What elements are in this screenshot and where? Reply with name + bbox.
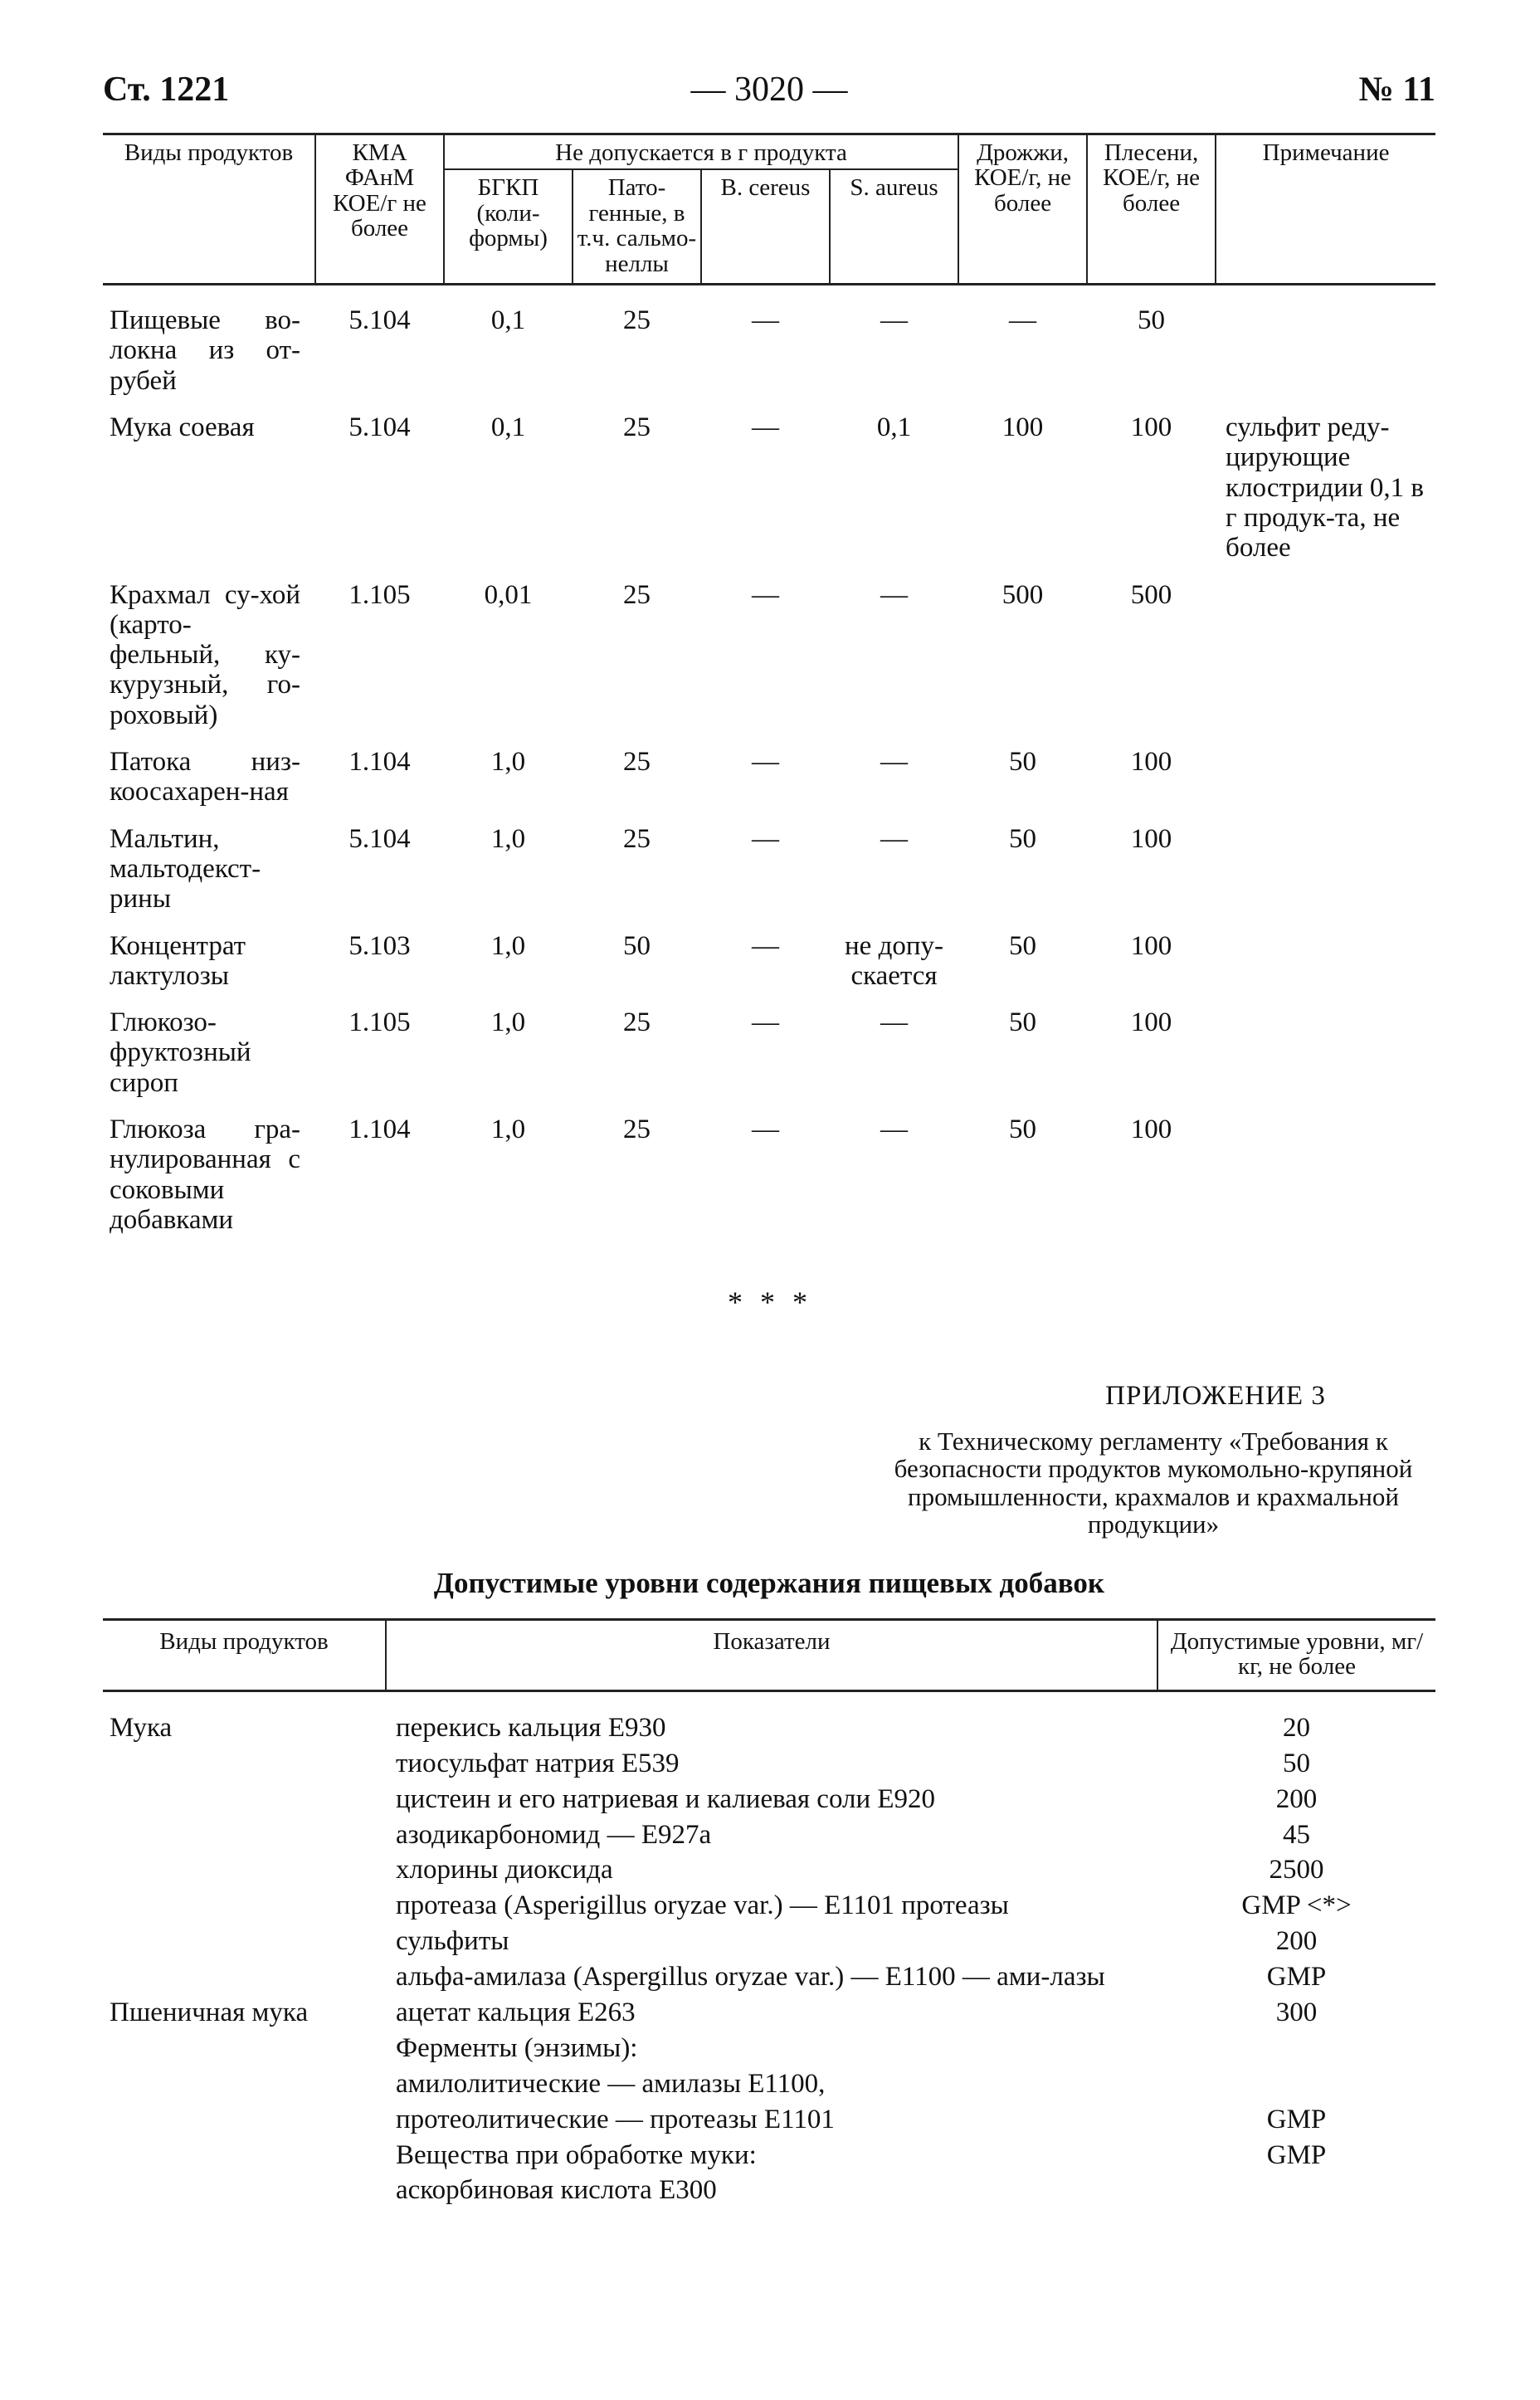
indicator-cell: ацетат кальция Е263 xyxy=(396,1998,636,2027)
level-cell: 50 xyxy=(1283,1748,1310,1778)
level-cell: GMP xyxy=(1266,2104,1327,2134)
saureus-cell: не допу-скается xyxy=(845,930,944,991)
appendix-subtitle: к Техническому регламенту «Требования к безопасности продуктов мукомольно-крупяной промышленности, крахмалов и крахмальной продукции» xyxy=(894,1427,1413,1539)
table-row xyxy=(103,1888,1435,1924)
indicator-cell: протеаза (Asperigillus oryzae var.) — Е1101 протеазы xyxy=(396,1890,1009,1921)
level-cell: 45 xyxy=(1283,1819,1310,1850)
pathogenic-cell: 25 xyxy=(623,305,651,336)
table-row xyxy=(103,1817,1435,1853)
article-number: Ст. 1221 xyxy=(103,71,230,109)
product-cell: Пищевые во-локна из от-рубей xyxy=(110,305,300,396)
mold-cell: 100 xyxy=(1130,747,1172,778)
indicator-cell: амилолитические — амилазы Е1100, xyxy=(396,2068,826,2099)
yeast-cell: 50 xyxy=(1009,930,1037,961)
kmafanm-cell: 1.104 xyxy=(348,1115,411,1145)
bcereus-cell: — xyxy=(752,823,779,854)
col-header-levels: Допустимые уровни, мг/кг, не более xyxy=(1157,1620,1435,1691)
yeast-cell: 100 xyxy=(1001,412,1044,443)
note-cell xyxy=(1216,1007,1435,1115)
mold-cell: 100 xyxy=(1130,823,1172,854)
note-cell xyxy=(1216,580,1435,747)
pathogenic-cell: 25 xyxy=(623,412,651,443)
table-row xyxy=(103,931,1435,1008)
yeast-cell: — xyxy=(1009,305,1037,336)
level-cell: GMP xyxy=(1266,2139,1327,2170)
table-row xyxy=(103,1007,1435,1115)
table-row xyxy=(103,2066,1435,2102)
microbiology-table-body xyxy=(103,285,1435,1252)
product-cell xyxy=(103,1888,386,1924)
bgkp-cell: 1,0 xyxy=(490,930,526,961)
bgkp-cell: 0,01 xyxy=(484,579,533,610)
product-cell xyxy=(103,1782,386,1817)
indicator-cell: аскорбиновая кислота Е300 xyxy=(396,2175,717,2206)
table-row xyxy=(103,2102,1435,2138)
note-cell xyxy=(1216,285,1435,412)
saureus-cell: — xyxy=(880,823,909,854)
mold-cell: 50 xyxy=(1138,305,1166,336)
bcereus-cell: — xyxy=(752,305,779,336)
indicator-cell: Ферменты (энзимы): xyxy=(396,2032,638,2063)
saureus-cell: — xyxy=(880,1115,909,1145)
col-header-bgkp: БГКП (коли-формы) xyxy=(444,169,573,284)
yeast-cell: 50 xyxy=(1009,823,1037,854)
col-header-yeast: Дрожжи, КОЕ/г, не более xyxy=(958,134,1087,285)
kmafanm-cell: 1.105 xyxy=(348,579,411,610)
pathogenic-cell: 25 xyxy=(623,823,651,854)
table-row xyxy=(103,412,1435,579)
indicator-cell: перекись кальция Е930 xyxy=(396,1712,666,1743)
table-row xyxy=(103,1782,1435,1817)
product-cell: Патока низ-коосахарен-ная xyxy=(110,747,300,807)
product-cell xyxy=(103,1852,386,1888)
bgkp-cell: 1,0 xyxy=(490,1007,526,1038)
col-header-bcereus: B. cereus xyxy=(701,169,830,284)
kmafanm-cell: 5.104 xyxy=(348,823,411,854)
product-cell xyxy=(103,2031,386,2066)
microbiology-table xyxy=(103,133,1435,1251)
kmafanm-cell: 5.104 xyxy=(348,412,411,443)
level-cell xyxy=(1157,2031,1435,2066)
col-header-indicators: Показатели xyxy=(386,1620,1157,1691)
saureus-cell: — xyxy=(880,1007,909,1038)
pathogenic-cell: 25 xyxy=(623,1007,651,1038)
yeast-cell: 50 xyxy=(1009,1115,1037,1145)
indicator-cell: хлорины диоксида xyxy=(396,1855,613,1885)
table-row xyxy=(103,1924,1435,1959)
col-header-products: Виды продуктов xyxy=(103,1620,386,1691)
mold-cell: 100 xyxy=(1130,1007,1172,1038)
section-separator: * * * xyxy=(728,1285,812,1319)
bcereus-cell: — xyxy=(752,1007,779,1038)
table-row xyxy=(103,1959,1435,1995)
product-cell: Мука xyxy=(110,1712,173,1743)
bcereus-cell: — xyxy=(752,579,779,610)
bgkp-cell: 1,0 xyxy=(490,747,526,778)
table-row xyxy=(103,1690,1435,1745)
bgkp-cell: 1,0 xyxy=(490,823,526,854)
note-cell xyxy=(1216,1115,1435,1251)
pathogenic-cell: 50 xyxy=(623,930,651,961)
table-row xyxy=(103,1115,1435,1251)
mold-cell: 100 xyxy=(1130,1115,1172,1145)
saureus-cell: — xyxy=(880,747,909,778)
level-cell xyxy=(1157,2066,1435,2102)
product-cell xyxy=(103,1746,386,1782)
level-cell: GMP xyxy=(1266,1962,1327,1993)
additives-table-title: Допустимые уровни содержания пищевых добавок xyxy=(433,1567,1105,1599)
table-row xyxy=(103,580,1435,747)
level-cell: 2500 xyxy=(1269,1855,1324,1885)
col-header-products: Виды продуктов xyxy=(103,134,315,285)
product-cell xyxy=(103,1924,386,1959)
mold-cell: 100 xyxy=(1130,412,1172,443)
level-cell: GMP <*> xyxy=(1241,1890,1352,1921)
saureus-cell: — xyxy=(880,305,909,336)
product-cell xyxy=(103,2173,386,2208)
kmafanm-cell: 1.105 xyxy=(348,1007,411,1038)
level-cell: 200 xyxy=(1275,1926,1318,1957)
bgkp-cell: 0,1 xyxy=(490,412,526,443)
issue-number: № 11 xyxy=(1358,71,1435,109)
saureus-cell: — xyxy=(880,579,909,610)
mold-cell: 100 xyxy=(1130,930,1172,961)
table-row xyxy=(103,824,1435,931)
col-header-group: Не допускается в г продукта xyxy=(444,134,958,170)
kmafanm-cell: 5.104 xyxy=(348,305,411,336)
bgkp-cell: 0,1 xyxy=(490,305,526,336)
product-cell: Мальтин, мальтодекст-рины xyxy=(110,823,261,915)
table-row xyxy=(103,285,1435,412)
table-row xyxy=(103,2138,1435,2173)
indicator-cell: протеолитические — протеазы Е1101 xyxy=(396,2104,835,2134)
col-header-note: Примечание xyxy=(1216,134,1435,285)
col-header-pathogenic: Пато-генные, в т.ч. сальмо-неллы xyxy=(573,169,701,284)
pathogenic-cell: 25 xyxy=(623,579,651,610)
table-row xyxy=(103,1995,1435,2031)
running-header xyxy=(103,70,1435,120)
saureus-cell: 0,1 xyxy=(876,412,912,443)
indicator-cell: сульфиты xyxy=(396,1926,509,1957)
yeast-cell: 500 xyxy=(1001,579,1044,610)
bgkp-cell: 1,0 xyxy=(490,1115,526,1145)
level-cell: 300 xyxy=(1275,1998,1318,2027)
indicator-cell: тиосульфат натрия Е539 xyxy=(396,1748,680,1778)
yeast-cell: 50 xyxy=(1009,1007,1037,1038)
indicator-cell: азодикарбономид — Е927а xyxy=(396,1819,712,1850)
kmafanm-cell: 1.104 xyxy=(348,747,411,778)
bcereus-cell: — xyxy=(752,1115,779,1145)
additives-table xyxy=(103,1618,1435,2208)
table-row xyxy=(103,1746,1435,1782)
mold-cell: 500 xyxy=(1130,579,1172,610)
kmafanm-cell: 5.103 xyxy=(348,930,411,961)
level-cell: 20 xyxy=(1283,1712,1310,1743)
level-cell: 200 xyxy=(1275,1783,1318,1814)
appendix-title: ПРИЛОЖЕНИЕ 3 xyxy=(1105,1381,1326,1411)
product-cell xyxy=(103,2066,386,2102)
col-header-mold: Плесени, КОЕ/г, не более xyxy=(1087,134,1216,285)
col-header-kmafanm: КМА ФАнМ КОЕ/г не более xyxy=(315,134,444,285)
product-cell: Мука соевая xyxy=(110,412,255,443)
indicator-cell: альфа-амилаза (Aspergillus oryzae var.) — Е1100 — ами-лазы xyxy=(396,1962,1105,1993)
note-cell: сульфит реду-цирующие клостридии 0,1 в г продук-та, не более xyxy=(1226,412,1424,563)
product-cell: Глюкоза гра-нулированная с соковыми добавками xyxy=(110,1115,300,1235)
pathogenic-cell: 25 xyxy=(623,747,651,778)
note-cell xyxy=(1216,824,1435,931)
product-cell: Глюкозо-фруктозный сироп xyxy=(110,1007,251,1098)
bcereus-cell: — xyxy=(752,747,779,778)
note-cell xyxy=(1216,931,1435,1008)
page-number: — 3020 — xyxy=(690,71,848,109)
indicator-cell: цистеин и его натриевая и калиевая соли Е920 xyxy=(396,1783,936,1814)
product-cell xyxy=(103,2102,386,2138)
product-cell xyxy=(103,2138,386,2173)
bcereus-cell: — xyxy=(752,930,779,961)
indicator-cell: Вещества при обработке муки: xyxy=(396,2139,757,2170)
product-cell xyxy=(103,1817,386,1853)
level-cell xyxy=(1157,2173,1435,2208)
product-cell: Концентрат лактулозы xyxy=(110,930,246,991)
additives-table-body xyxy=(103,1690,1435,2208)
product-cell: Крахмал су-хой (карто-фельный, ку-курузный, го-роховый) xyxy=(110,579,300,730)
table-row xyxy=(103,1852,1435,1888)
yeast-cell: 50 xyxy=(1009,747,1037,778)
col-header-saureus: S. aureus xyxy=(830,169,958,284)
product-cell xyxy=(103,1959,386,1995)
table-row xyxy=(103,2031,1435,2066)
table-row xyxy=(103,2173,1435,2208)
pathogenic-cell: 25 xyxy=(623,1115,651,1145)
note-cell xyxy=(1216,747,1435,824)
table-row xyxy=(103,747,1435,824)
product-cell: Пшеничная мука xyxy=(110,1998,309,2027)
bcereus-cell: — xyxy=(752,412,779,443)
